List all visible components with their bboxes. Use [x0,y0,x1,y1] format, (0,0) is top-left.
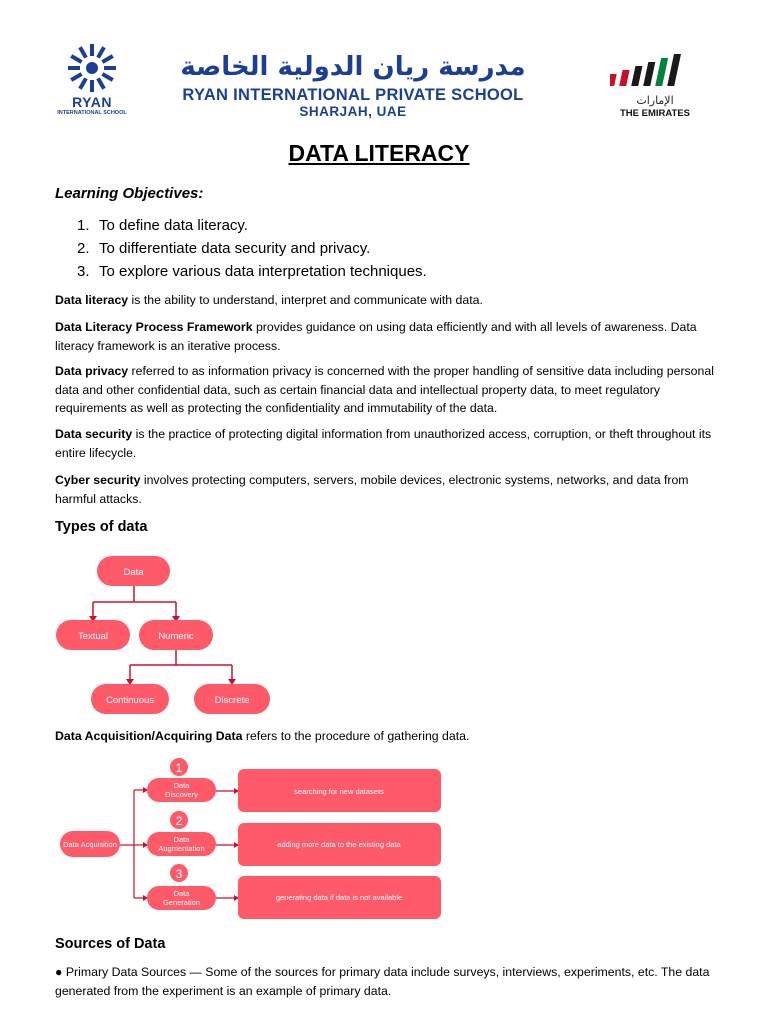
node-data-augmentation-label-wrap [147,832,216,856]
learning-objectives-heading: Learning Objectives: [55,185,204,202]
node-data-discovery-label-wrap [147,778,216,802]
school-name: RYAN INTERNATIONAL PRIVATE SCHOOL [182,86,524,104]
emirates-logo-text: THE EMIRATES [619,108,691,119]
definition-process-framework [55,318,715,355]
node-numeric-label: Numeric [158,631,194,642]
emirates-logo-arabic: الإمارات [636,94,674,107]
types-of-data-diagram [50,550,280,720]
definition-data-privacy [55,362,715,418]
list-item [55,237,427,260]
definition-cyber-security [55,471,715,508]
node-continuous-label: Continuous [105,695,155,706]
step-3-number: 3 [175,867,183,881]
definition-text: is the ability to understand, interpret and communicate with data. [128,293,483,307]
types-of-data-heading: Types of data [55,519,148,535]
node-data-generation-label: Data Generation [162,889,201,907]
primary-data-sources: ● Primary Data Sources — Some of the sources for primary data include surveys, interviews, experiments, etc. The data generated from the experiment is an example of primary data. [55,965,710,998]
term: Cyber security [55,473,141,487]
ryan-logo-subtext: INTERNATIONAL SCHOOL [57,110,127,116]
list-number: 2. [77,240,90,257]
learning-objectives-list [55,214,427,283]
desc-data-augmentation-text: adding more data to the existing data [277,840,401,849]
list-item [55,214,427,237]
node-textual-label: Textual [77,631,109,642]
emirates-flag-bars-icon [610,54,700,92]
definition-text: is the practice of protecting digital information from unauthorized access, corruption, or theft throughout its entire lifecycle. [55,427,712,460]
desc-data-generation-text: generating data if data is not available [275,893,403,902]
list-text: To explore various data interpretation techniques. [99,263,427,280]
term: Data Literacy Process Framework [55,320,253,334]
definition-text: provides guidance on using data efficiently and with all levels of awareness. Data literacy framework is an iterative process. [55,320,697,353]
definition-text: referred to as information privacy is concerned with the proper handling of sensitive data including personal data and other confidential data, such as certain financial data and intellectual property data, to meet regulatory requirements as well as protecting the confidentiality and immutability of the data. [55,364,714,415]
ryan-logo-text: RYAN [72,94,112,110]
data-acquisition-diagram [55,755,450,925]
definition-data-security [55,425,715,462]
definition-data-literacy [55,291,715,310]
node-data-augmentation-label: Data Augmentation [158,835,205,853]
definition-text: refers to the procedure of gathering data. [242,729,470,743]
desc-data-discovery-text: searching for new datasets [294,787,384,796]
node-data-acquisition-label-wrap [60,831,120,857]
list-item [55,260,427,283]
list-text: To differentiate data security and privacy. [99,240,371,257]
step-2-number: 2 [175,814,183,828]
list-number: 3. [77,263,90,280]
term: Data privacy [55,364,129,378]
ryan-sun-icon [52,42,132,94]
school-name-arabic: مدرسة ريان الدولية الخاصة [180,52,526,82]
term: Data literacy [55,293,129,307]
node-data-discovery-label: Data Discovery [165,781,198,799]
definition-text: involves protecting computers, servers, mobile devices, electronic systems, networks, and data from harmful attacks. [55,473,689,506]
node-discrete-label: Discrete [214,695,250,706]
school-location: SHARJAH, UAE [299,104,407,119]
list-number: 1. [77,217,90,234]
term: Data Acquisition/Acquiring Data [55,729,243,743]
page-title: DATA LITERACY [288,140,470,166]
node-data-generation-label-wrap [147,886,216,910]
the-emirates-logo [610,54,710,124]
ryan-logo [52,42,132,120]
step-1-number: 1 [175,761,183,775]
sources-of-data-heading: Sources of Data [55,936,166,952]
node-data-label: Data [123,567,144,578]
list-text: To define data literacy. [99,217,248,234]
node-data-acquisition-label: Data Acquisition [63,839,117,849]
term: Data security [55,427,133,441]
definition-data-acquisition [55,727,715,746]
